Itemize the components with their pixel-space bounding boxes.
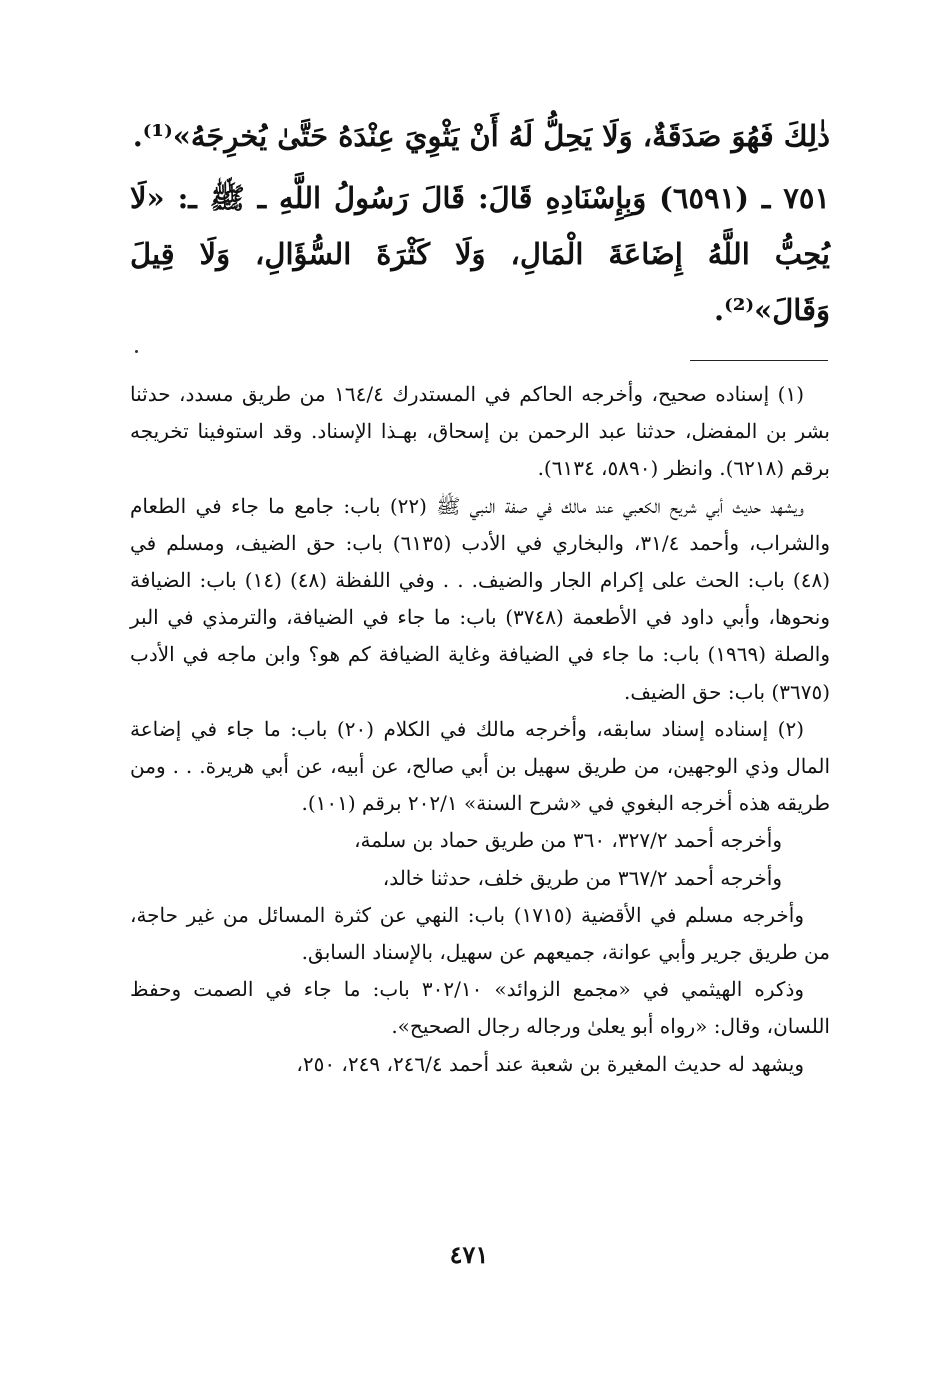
footnote-paragraph: وذكره الهيثمي في «مجمع الزوائد» ٣٠٢/١٠ باب: ما جاء في الصمت وحفظ اللسان، وقال: «رواه أبو يعلىٰ ورجاله رجال الصحيح». [130,977,830,1039]
footnote-paragraph: وأخرجه أحمد ٣٦٧/٢ من طريق خلف، حدثنا خالد، [382,865,782,890]
main-text [130,108,830,338]
footnote-separator [690,360,828,361]
footnote-2: (٢) إسناده إسناد سابقه، وأخرجه مالك في الكلام (٢٠) باب: ما جاء في إضاعة المال وذي الوجهين، من طريق سهيل بن أبي صالح، عن أبيه، عن أبي هريرة. . . ومن طريقه هذه أخرجه البغوي في «شرح السنة» ٢٠٢/١ برقم (١٠١). [130,716,830,816]
footnote-paragraph: وأخرجه أحمد ٣٢٧/٢، ٣٦٠ من طريق حماد بن سلمة، [354,828,782,853]
footnote-paragraph: ويشهد حديث أبي شريح الكعبي عند مالك في صفة النبي ﷺ (٢٢) باب: جامع ما جاء في الطعام والشراب، وأحمد ٣١/٤، والبخاري في الأدب (٦١٣٥) باب: حق الضيف، ومسلم في (٤٨) باب: الحث على إكرام الجار والضيف. . . وفي اللفظة (٤٨) (١٤) باب: الضيافة ونحوها، وأبي داود في الأطعمة (٣٧٤٨) باب: ما جاء في الضيافة، والترمذي في البر والصلة (١٩٦٩) باب: ما جاء في الضيافة وغاية الضيافة كم هو؟ وابن ماجه في الأدب (٣٦٧٥) باب: حق الضيف. [130,493,831,704]
footnote-1: (١) إسناده صحيح، وأخرجه الحاكم في المستدرك ١٦٤/٤ من طريق مسدد، حدثنا بشر بن المفضل، حدثنا عبد الرحمن بن إسحاق، بهـذا الإسناد. وقد استوفينا تخريجه برقم (٦٢١٨). وانظر (٥٨٩٠، ٦١٣٤). [130,382,830,481]
footnote-paragraph: وأخرجه مسلم في الأقضية (١٧١٥) باب: النهي عن كثرة المسائل من غير حاجة، من طريق جرير وأبي عوانة، جميعهم عن سهيل، بالإسناد السابق. [130,902,830,965]
page-number: ٤٧١ [449,1240,489,1269]
hadith-751: ٧٥١ ـ (٦٥٩١) وَبِإِسْنَادِهِ قَالَ: قَالَ رَسُولُ اللَّهِ ـ ﷺ ـ: «لَا يُحِبُّ اللَّهُ إِضَاعَةَ الْمَالِ، وَلَا كَثْرَةَ السُّؤَالِ، وَلَا قِيلَ وَقَالَ»⁽²⁾. [130,181,830,327]
ink-speck [135,350,138,353]
footnotes [130,376,830,1083]
hadith-continuation: ذٰلِكَ فَهُوَ صَدَقَةٌ، وَلَا يَحِلُّ لَهُ أَنْ يَثْوِيَ عِنْدَهُ حَتَّىٰ يُخرِجَهُ»⁽¹⁾. [132,119,830,153]
footnote-paragraph: ويشهد له حديث المغيرة بن شعبة عند أحمد ٢٤٦/٤، ٢٤٩، ٢٥٠، [296,1051,804,1076]
